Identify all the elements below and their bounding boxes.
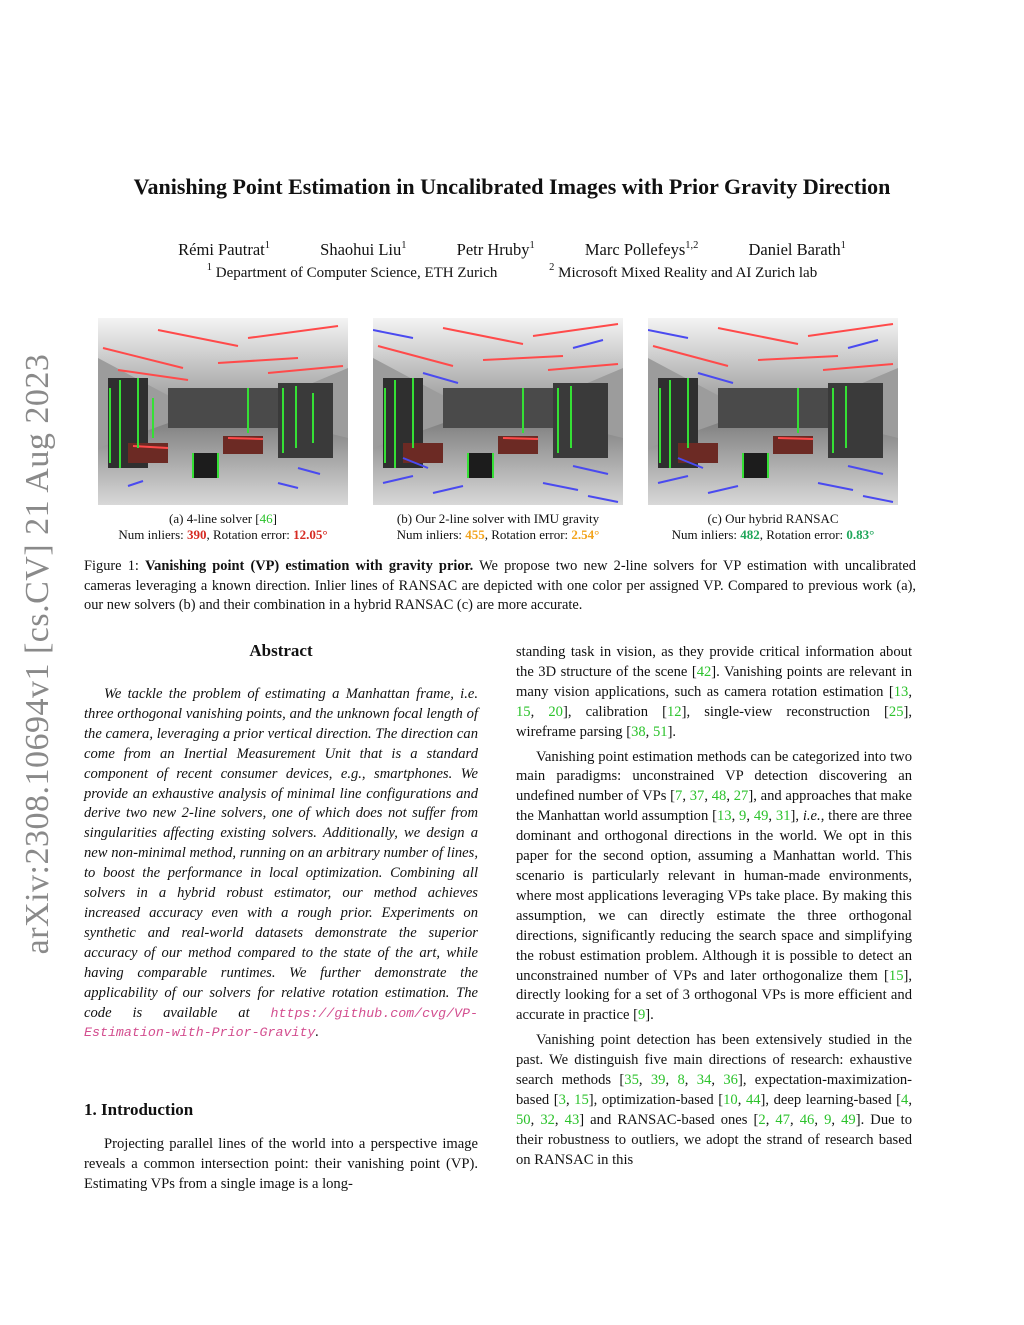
citation-link[interactable]: 15 <box>516 703 531 720</box>
figure-caption: Figure 1: Vanishing point (VP) estimation with gravity prior. We propose two new 2-line solvers for VP estimation with uncalibrated cameras leveraging a known direction. Inlier lines of RANSAC are depicted with one color per assigned VP. Compared to previous work (a), our new solvers (b) and their combination in a hybrid RANSAC (c) are more accurate. <box>84 558 916 613</box>
text-run: ], deep learning-based [ <box>760 1091 902 1108</box>
citation-link[interactable]: 34 <box>696 1072 712 1089</box>
scene-image-a <box>98 318 348 505</box>
citation-link[interactable]: 50 <box>516 1111 531 1128</box>
scene-image-b <box>373 318 623 505</box>
text-run: , <box>554 1111 565 1128</box>
affiliation: $^2$ Microsoft Mixed Reality and AI Zurich lab <box>549 262 818 281</box>
citation-link[interactable]: 20 <box>548 703 563 720</box>
text-run: , <box>638 1072 651 1089</box>
citation-link[interactable]: 9 <box>637 1007 646 1024</box>
author: Shaohui Liu$^1$ <box>320 240 407 259</box>
citation-link[interactable]: 13 <box>716 808 732 825</box>
author-list <box>60 240 964 260</box>
citation-link[interactable]: 4 <box>901 1091 909 1108</box>
text-run: ], <box>790 808 803 825</box>
author: Petr Hruby$^1$ <box>456 240 535 259</box>
citation-link[interactable]: 35 <box>624 1072 639 1089</box>
citation-link[interactable]: 38 <box>631 723 646 740</box>
citation-link[interactable]: 15 <box>888 967 904 984</box>
text-run: , <box>645 723 653 740</box>
citation-link[interactable]: 36 <box>723 1072 738 1089</box>
text-run: ]. Due to their robustness to outliers, we adopt the strand of research based on RANSAC in this <box>516 1111 913 1168</box>
citation-link[interactable]: 8 <box>677 1072 685 1089</box>
text-run: , <box>726 788 734 805</box>
text-run: , <box>530 703 549 720</box>
text-run: , <box>665 1072 678 1089</box>
paragraph <box>516 1031 912 1170</box>
panel-caption: (b) Our 2-line solver with IMU gravity Num inliers: 455, Rotation error: 2.54° <box>396 511 600 542</box>
citation-link[interactable]: 9 <box>824 1111 832 1128</box>
affiliation: $^1$ Department of Computer Science, ETH Zurich <box>206 262 498 281</box>
citation-link[interactable]: 25 <box>888 703 904 720</box>
code-link[interactable]: https://github.com/cvg/VP-Estimation-with-Prior-Gravity <box>84 1005 478 1041</box>
paper-title: Vanishing Point Estimation in Uncalibrated Images with Prior Gravity Direction <box>133 174 891 199</box>
section-heading-introduction: 1. Introduction <box>84 1100 194 1119</box>
citation-link[interactable]: 13 <box>893 683 909 700</box>
text-run: Vanishing point estimation methods can be categorized into two main paradigms: unconstrained VP detection discovering an undefined number of VPs [ <box>516 748 912 805</box>
italic-text: i.e. <box>802 808 821 825</box>
affiliations <box>60 262 964 282</box>
abstract-body: We tackle the problem of estimating a Manhattan frame, i.e. three orthogonal vanishing points, and the unknown focal length of the camera, leveraging a prior vertical direction. The direction can come from an Inertial Measurement Unit that is a standard component of recent consumer devices, e.g., smartphones. We provide an exhaustive analysis of minimal line configurations and derive two new 2-line solvers, one of which does not suffer from singularities affecting existing solvers. Additionally, we design a new non-minimal method, running on an arbitrary number of lines, to boost the performance in local optimization. Combining all solvers in a hybrid robust estimator, our method achieves increased accuracy even with a rough prior. Experiments on synthetic and real-world datasets demonstrate the superior accuracy of our method compared to the state of the art, while having comparable runtimes. We further demonstrate the applicability of our solvers for relative rotation estimation. The code is available at https://github.com/cvg/VP-Estimation-with-Prior-Gravity. <box>84 686 478 1041</box>
citation-link[interactable]: 47 <box>775 1111 791 1128</box>
scene-image-c <box>648 318 898 505</box>
text-run: standing task in vision, as they provide critical information about the 3D structure of the scene [ <box>516 644 912 680</box>
text-run: , <box>768 808 776 825</box>
citation-link[interactable]: 15 <box>574 1091 589 1108</box>
paragraph <box>516 748 912 1027</box>
text-run: , <box>908 683 912 700</box>
text-run: , <box>831 1111 842 1128</box>
text-run: Vanishing point detection has been extensively studied in the past. We distinguish five main directions of research: exhaustive search methods [ <box>516 1032 912 1089</box>
paragraph <box>516 643 912 743</box>
panel-caption: (a) 4-line solver [46] Num inliers: 390, Rotation error: 12.05° <box>118 511 328 542</box>
figure-panel-a <box>98 318 348 543</box>
text-run: ], wireframe parsing [ <box>516 703 912 740</box>
text-run: ]. Vanishing points are relevant in many vision applications, such as camera rotation estimation [ <box>516 663 912 700</box>
author: Daniel Barath$^1$ <box>748 240 846 259</box>
citation-link[interactable]: 37 <box>689 788 705 805</box>
citation-link[interactable]: 2 <box>758 1111 766 1128</box>
text-run: , <box>565 1091 575 1108</box>
author: Rémi Pautrat$^1$ <box>178 240 271 259</box>
text-run: ]. <box>667 723 677 740</box>
citation-link[interactable]: 9 <box>739 808 747 825</box>
text-run: , <box>711 1072 724 1089</box>
text-run: ] and RANSAC-based ones [ <box>579 1111 759 1128</box>
introduction-body: Projecting parallel lines of the world into a perspective image reveals a common intersection point: their vanishing point (VP). Estimating VPs from a single image is a long- <box>84 1136 478 1192</box>
citation-link[interactable]: 39 <box>650 1072 666 1089</box>
panel-caption: (c) Our hybrid RANSAC Num inliers: 482, Rotation error: 0.83° <box>671 511 875 542</box>
text-run: ], expectation-maximization-based [ <box>516 1072 913 1108</box>
text-run: , <box>790 1111 800 1128</box>
citation-link[interactable]: 3 <box>558 1091 566 1108</box>
citation-link[interactable]: 46 <box>799 1111 815 1128</box>
text-run: , <box>814 1111 825 1128</box>
citation-link[interactable]: 49 <box>841 1111 856 1128</box>
text-run: , <box>737 1091 746 1108</box>
text-run: , <box>530 1111 541 1128</box>
citation-link[interactable]: 7 <box>675 788 683 805</box>
text-run: , <box>908 1091 912 1108</box>
text-run: ], optimization-based [ <box>588 1091 724 1108</box>
citation-link[interactable]: 31 <box>775 808 791 825</box>
figure-panel-b <box>373 318 623 543</box>
citation-link[interactable]: 44 <box>745 1091 761 1108</box>
text-run: , <box>746 808 754 825</box>
citation-link[interactable]: 51 <box>652 723 668 740</box>
text-run: , <box>765 1111 776 1128</box>
text-run: ], calibration [ <box>562 703 667 720</box>
citation-link[interactable]: 43 <box>564 1111 580 1128</box>
text-run: ]. <box>645 1007 654 1024</box>
text-run: , <box>682 788 690 805</box>
arxiv-identifier: arXiv:2308.10694v1 [cs.CV] 21 Aug 2023 <box>19 353 56 955</box>
citation-link[interactable]: 48 <box>711 788 727 805</box>
right-column <box>516 643 912 1176</box>
figure-panel-c <box>648 318 898 543</box>
text-run: ], single-view reconstruction [ <box>681 703 889 720</box>
author: Marc Pollefeys$^{1,2}$ <box>584 240 699 259</box>
text-run: , <box>731 808 740 825</box>
citation-link[interactable]: 42 <box>696 663 712 680</box>
citation-link[interactable]: 32 <box>540 1111 555 1128</box>
citation-link[interactable]: 10 <box>723 1091 738 1108</box>
citation-link[interactable]: 49 <box>753 808 769 825</box>
text-run: , <box>684 1072 697 1089</box>
citation-link[interactable]: 27 <box>733 788 749 805</box>
text-run: , <box>704 788 712 805</box>
text-run: ], and approaches that make the Manhattan world assumption [ <box>516 788 913 825</box>
abstract-heading: Abstract <box>249 641 313 660</box>
text-run: ], directly looking for a set of 3 orthogonal VPs is more efficient and accurate in practice [ <box>516 967 912 1024</box>
citation-link[interactable]: 12 <box>666 703 682 720</box>
text-run: , there are three dominant and orthogonal directions in the world. We opt in this paper for the second option, assuming a Manhattan world. This scenario is particularly relevant in human-made environments, where most applications leveraging VPs take place. By making this assumption, we can directly estimate the three orthogonal directions, significantly reducing the search space and simplifying the robust estimation problem. Although it is possible to detect an unconstrained number of VPs and later orthogonalize them [ <box>516 808 912 984</box>
